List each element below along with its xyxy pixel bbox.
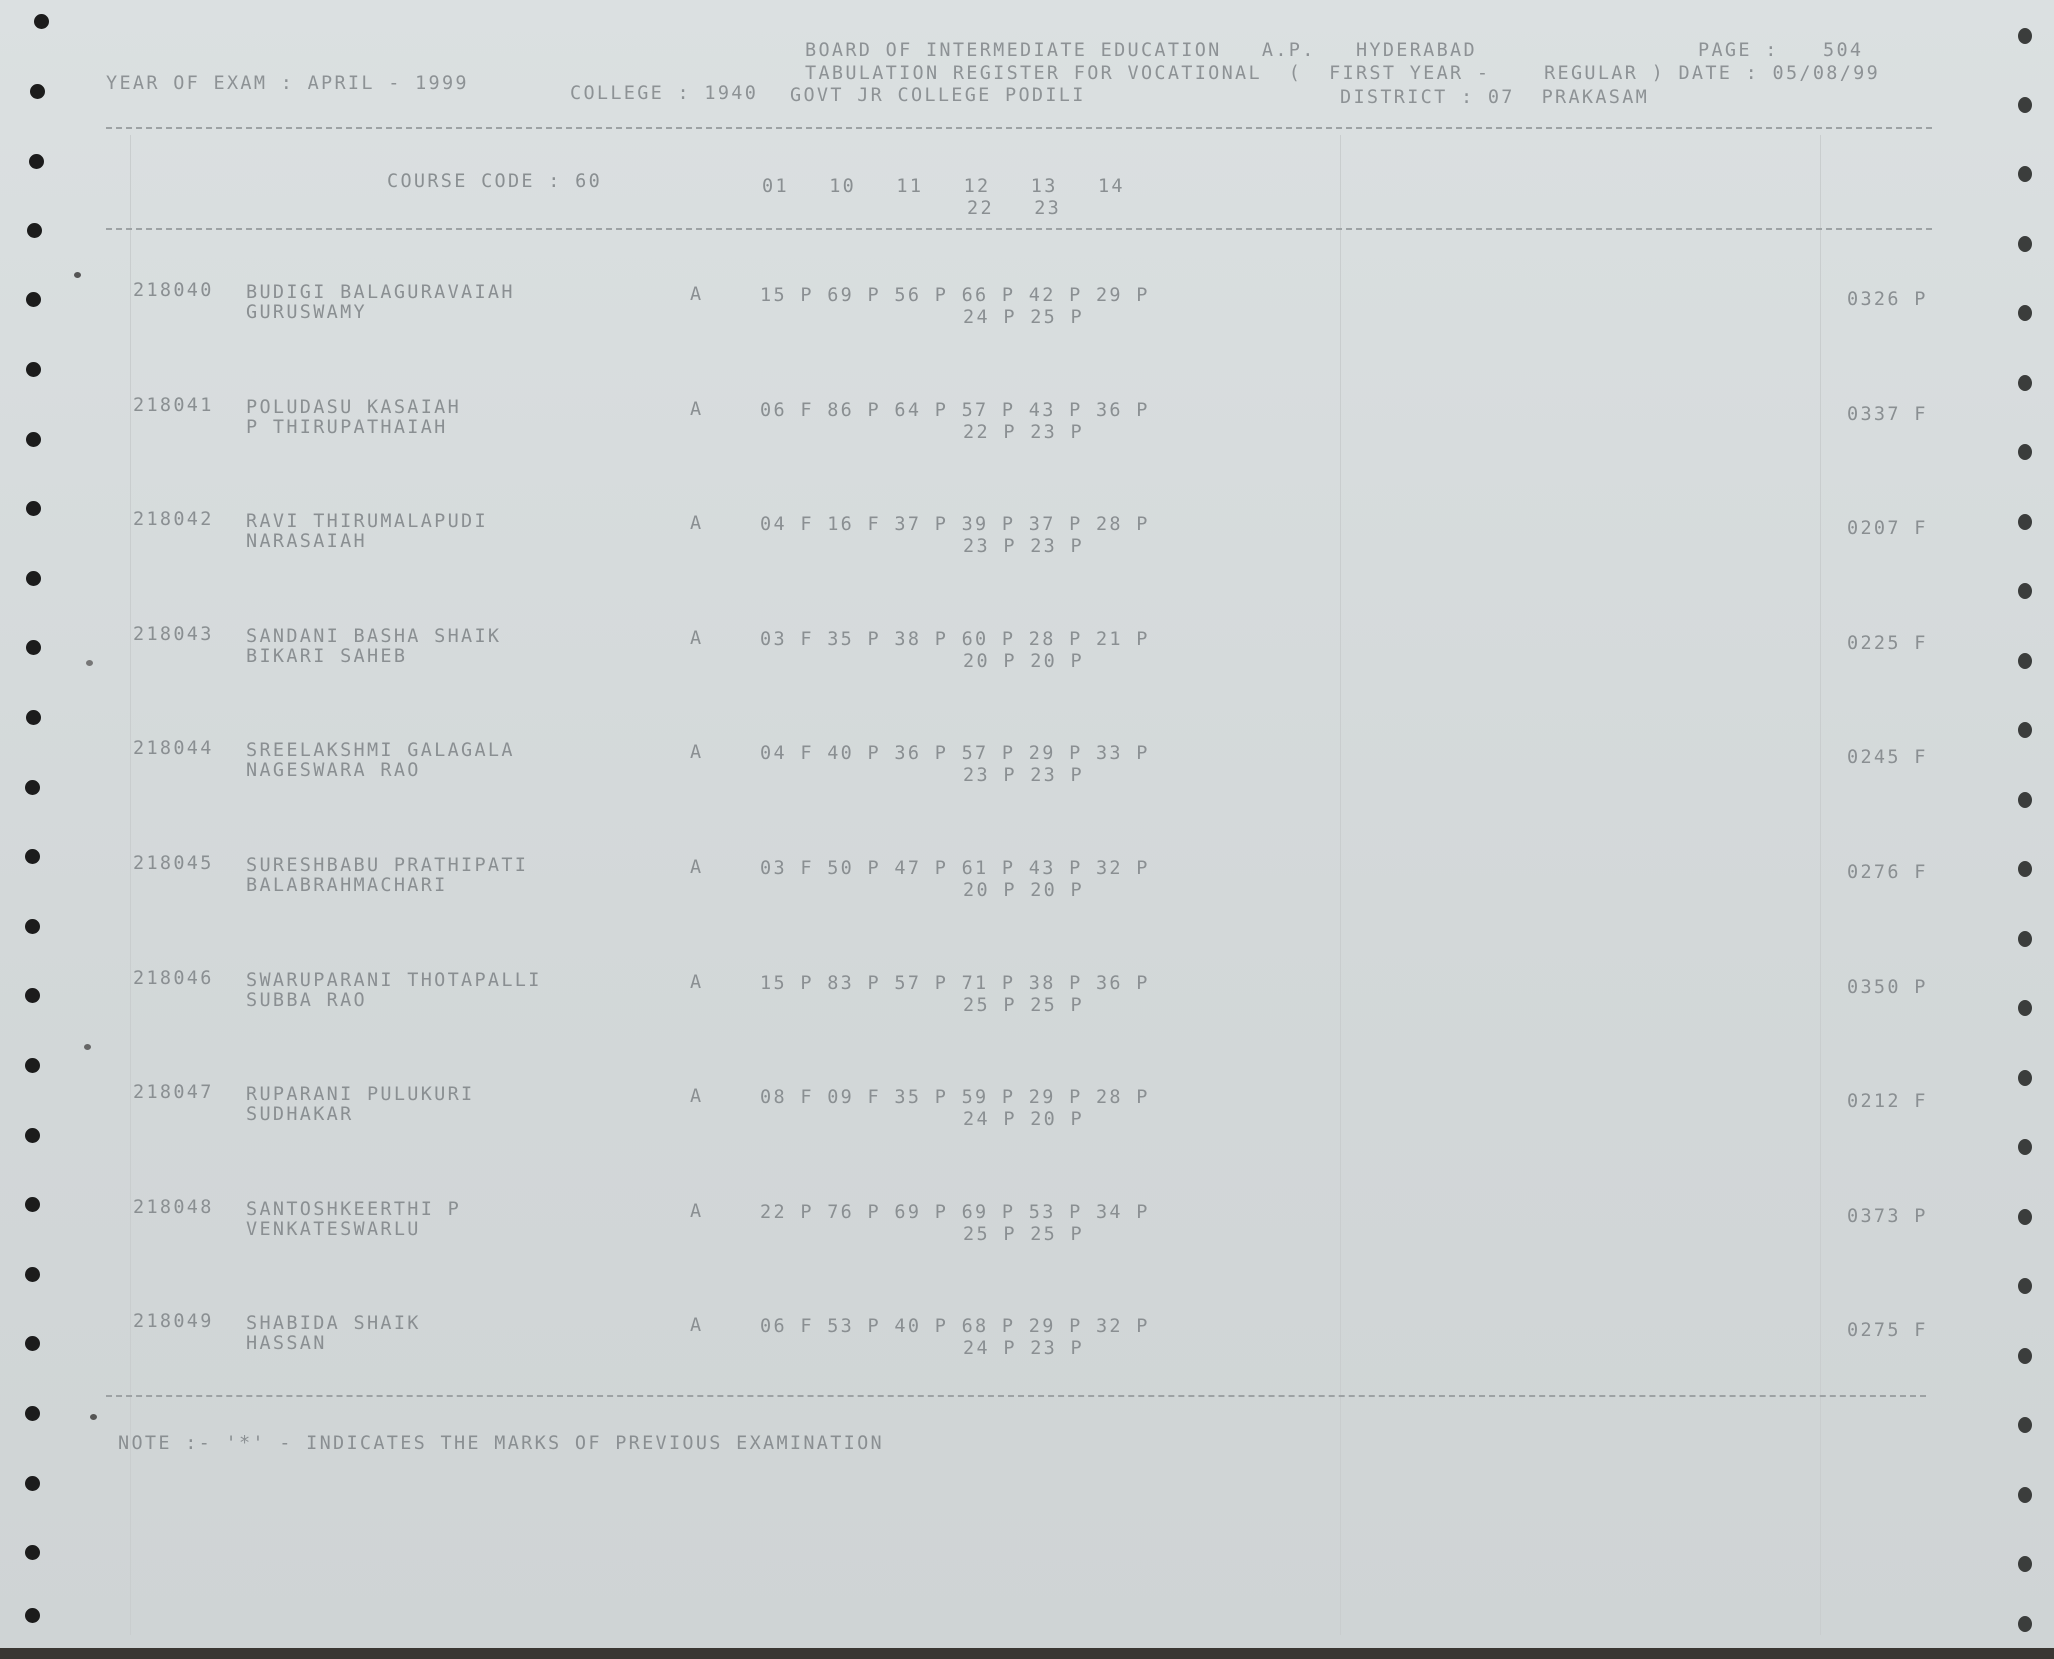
hall-ticket-number: 218040 <box>133 280 214 301</box>
hall-ticket-number: 218043 <box>133 624 214 645</box>
parent-name: HASSAN <box>246 1333 327 1354</box>
student-name: SREELAKSHMI GALAGALA <box>246 740 515 761</box>
student-name: RUPARANI PULUKURI <box>246 1084 475 1105</box>
subject-codes-line2: 22 23 <box>967 198 1062 219</box>
student-row <box>0 624 2054 704</box>
total-result: 0350 P <box>1847 977 1928 998</box>
parent-name: BIKARI SAHEB <box>246 646 408 667</box>
feed-hole <box>2018 1278 2032 1294</box>
student-name: SWARUPARANI THOTAPALLI <box>246 970 542 991</box>
page-number: 504 <box>1823 40 1864 61</box>
board-title: BOARD OF INTERMEDIATE EDUCATION A.P. HYDERABAD <box>805 40 1477 61</box>
hall-ticket-number: 218047 <box>133 1082 214 1103</box>
subject-codes-line1: 01 10 11 12 13 14 <box>762 176 1125 197</box>
page-label: PAGE : <box>1698 40 1779 61</box>
footnote: NOTE :- '*' - INDICATES THE MARKS OF PREVIOUS EXAMINATION <box>118 1433 884 1454</box>
feed-hole <box>30 84 45 99</box>
total-result: 0245 F <box>1847 747 1928 768</box>
hall-ticket-number: 218042 <box>133 509 214 530</box>
feed-hole <box>2018 1616 2032 1632</box>
practical-marks: 20 P 20 P <box>963 880 1084 901</box>
subject-marks: 04 F 16 F 37 P 39 P 37 P 28 P <box>760 514 1150 535</box>
total-result: 0212 F <box>1847 1091 1928 1112</box>
parent-name: NARASAIAH <box>246 531 367 552</box>
parent-name: SUDHAKAR <box>246 1104 354 1125</box>
total-result: 0373 P <box>1847 1206 1928 1227</box>
medium: A <box>690 1315 704 1336</box>
district: DISTRICT : 07 PRAKASAM <box>1340 87 1650 108</box>
subject-marks: 04 F 40 P 36 P 57 P 29 P 33 P <box>760 743 1150 764</box>
practical-marks: 24 P 25 P <box>963 307 1084 328</box>
hall-ticket-number: 218044 <box>133 738 214 759</box>
medium: A <box>690 1086 704 1107</box>
medium: A <box>690 857 704 878</box>
college-code: COLLEGE : 1940 <box>570 83 759 104</box>
parent-name: SUBBA RAO <box>246 990 367 1011</box>
feed-hole <box>29 154 44 169</box>
practical-marks: 25 P 25 P <box>963 995 1084 1016</box>
feed-hole <box>2018 1417 2032 1433</box>
total-result: 0326 P <box>1847 289 1928 310</box>
ink-speck <box>90 1414 97 1420</box>
subject-marks: 03 F 35 P 38 P 60 P 28 P 21 P <box>760 629 1150 650</box>
practical-marks: 24 P 23 P <box>963 1338 1084 1359</box>
student-name: SANDANI BASHA SHAIK <box>246 626 502 647</box>
student-row <box>0 509 2054 589</box>
subject-marks: 22 P 76 P 69 P 69 P 53 P 34 P <box>760 1202 1150 1223</box>
feed-hole <box>2018 1487 2032 1503</box>
feed-hole <box>2018 1556 2032 1572</box>
hall-ticket-number: 218048 <box>133 1197 214 1218</box>
total-result: 0276 F <box>1847 862 1928 883</box>
student-row <box>0 1082 2054 1162</box>
hall-ticket-number: 218049 <box>133 1311 214 1332</box>
header-divider <box>106 127 1932 129</box>
student-row <box>0 1197 2054 1277</box>
tractor-feed-left <box>0 0 60 1648</box>
medium: A <box>690 284 704 305</box>
practical-marks: 20 P 20 P <box>963 651 1084 672</box>
tractor-feed-right <box>1994 0 2054 1648</box>
feed-hole <box>2018 236 2032 252</box>
practical-marks: 25 P 25 P <box>963 1224 1084 1245</box>
parent-name: VENKATESWARLU <box>246 1219 421 1240</box>
hall-ticket-number: 218046 <box>133 968 214 989</box>
feed-hole <box>25 1058 40 1073</box>
ink-speck <box>74 272 81 278</box>
hall-ticket-number: 218041 <box>133 395 214 416</box>
feed-hole <box>26 710 41 725</box>
feed-hole <box>26 362 41 377</box>
feed-hole <box>25 1406 40 1421</box>
feed-hole <box>2018 28 2032 44</box>
medium: A <box>690 513 704 534</box>
student-name: SURESHBABU PRATHIPATI <box>246 855 529 876</box>
register-title: TABULATION REGISTER FOR VOCATIONAL ( FIRST YEAR - REGULAR ) DATE : 05/08/99 <box>805 63 1881 84</box>
feed-hole <box>2018 166 2032 182</box>
year-of-exam: YEAR OF EXAM : APRIL - 1999 <box>106 73 469 94</box>
subject-marks: 03 F 50 P 47 P 61 P 43 P 32 P <box>760 858 1150 879</box>
student-row <box>0 853 2054 933</box>
student-name: SHABIDA SHAIK <box>246 1313 421 1334</box>
feed-hole <box>2018 931 2032 947</box>
medium: A <box>690 628 704 649</box>
medium: A <box>690 1201 704 1222</box>
medium: A <box>690 972 704 993</box>
student-name: BUDIGI BALAGURAVAIAH <box>246 282 515 303</box>
subject-marks: 15 P 69 P 56 P 66 P 42 P 29 P <box>760 285 1150 306</box>
medium: A <box>690 399 704 420</box>
student-name: POLUDASU KASAIAH <box>246 397 462 418</box>
feed-hole <box>2018 722 2032 738</box>
total-result: 0275 F <box>1847 1320 1928 1341</box>
student-row <box>0 395 2054 475</box>
student-row <box>0 1311 2054 1391</box>
footer-divider <box>106 1395 1926 1397</box>
student-name: SANTOSHKEERTHI P <box>246 1199 462 1220</box>
parent-name: P THIRUPATHAIAH <box>246 417 448 438</box>
subject-marks: 06 F 86 P 64 P 57 P 43 P 36 P <box>760 400 1150 421</box>
subject-marks: 15 P 83 P 57 P 71 P 38 P 36 P <box>760 973 1150 994</box>
practical-marks: 22 P 23 P <box>963 422 1084 443</box>
student-row <box>0 968 2054 1048</box>
parent-name: NAGESWARA RAO <box>246 760 421 781</box>
total-result: 0207 F <box>1847 518 1928 539</box>
student-row <box>0 738 2054 818</box>
feed-hole <box>2018 375 2032 391</box>
hall-ticket-number: 218045 <box>133 853 214 874</box>
subject-marks: 06 F 53 P 40 P 68 P 29 P 32 P <box>760 1316 1150 1337</box>
parent-name: BALABRAHMACHARI <box>246 875 448 896</box>
subject-marks: 08 F 09 F 35 P 59 P 29 P 28 P <box>760 1087 1150 1108</box>
medium: A <box>690 742 704 763</box>
student-name: RAVI THIRUMALAPUDI <box>246 511 488 532</box>
practical-marks: 23 P 23 P <box>963 765 1084 786</box>
feed-hole <box>34 14 49 29</box>
practical-marks: 24 P 20 P <box>963 1109 1084 1130</box>
total-result: 0225 F <box>1847 633 1928 654</box>
college-name: GOVT JR COLLEGE PODILI <box>790 85 1086 106</box>
column-header-divider <box>106 228 1932 230</box>
feed-hole <box>25 1608 40 1623</box>
feed-hole <box>25 1545 40 1560</box>
feed-hole <box>27 223 42 238</box>
feed-hole <box>25 1476 40 1491</box>
student-row <box>0 280 2054 360</box>
practical-marks: 23 P 23 P <box>963 536 1084 557</box>
course-code: COURSE CODE : 60 <box>387 171 603 192</box>
feed-hole <box>2018 97 2032 113</box>
parent-name: GURUSWAMY <box>246 302 367 323</box>
total-result: 0337 F <box>1847 404 1928 425</box>
